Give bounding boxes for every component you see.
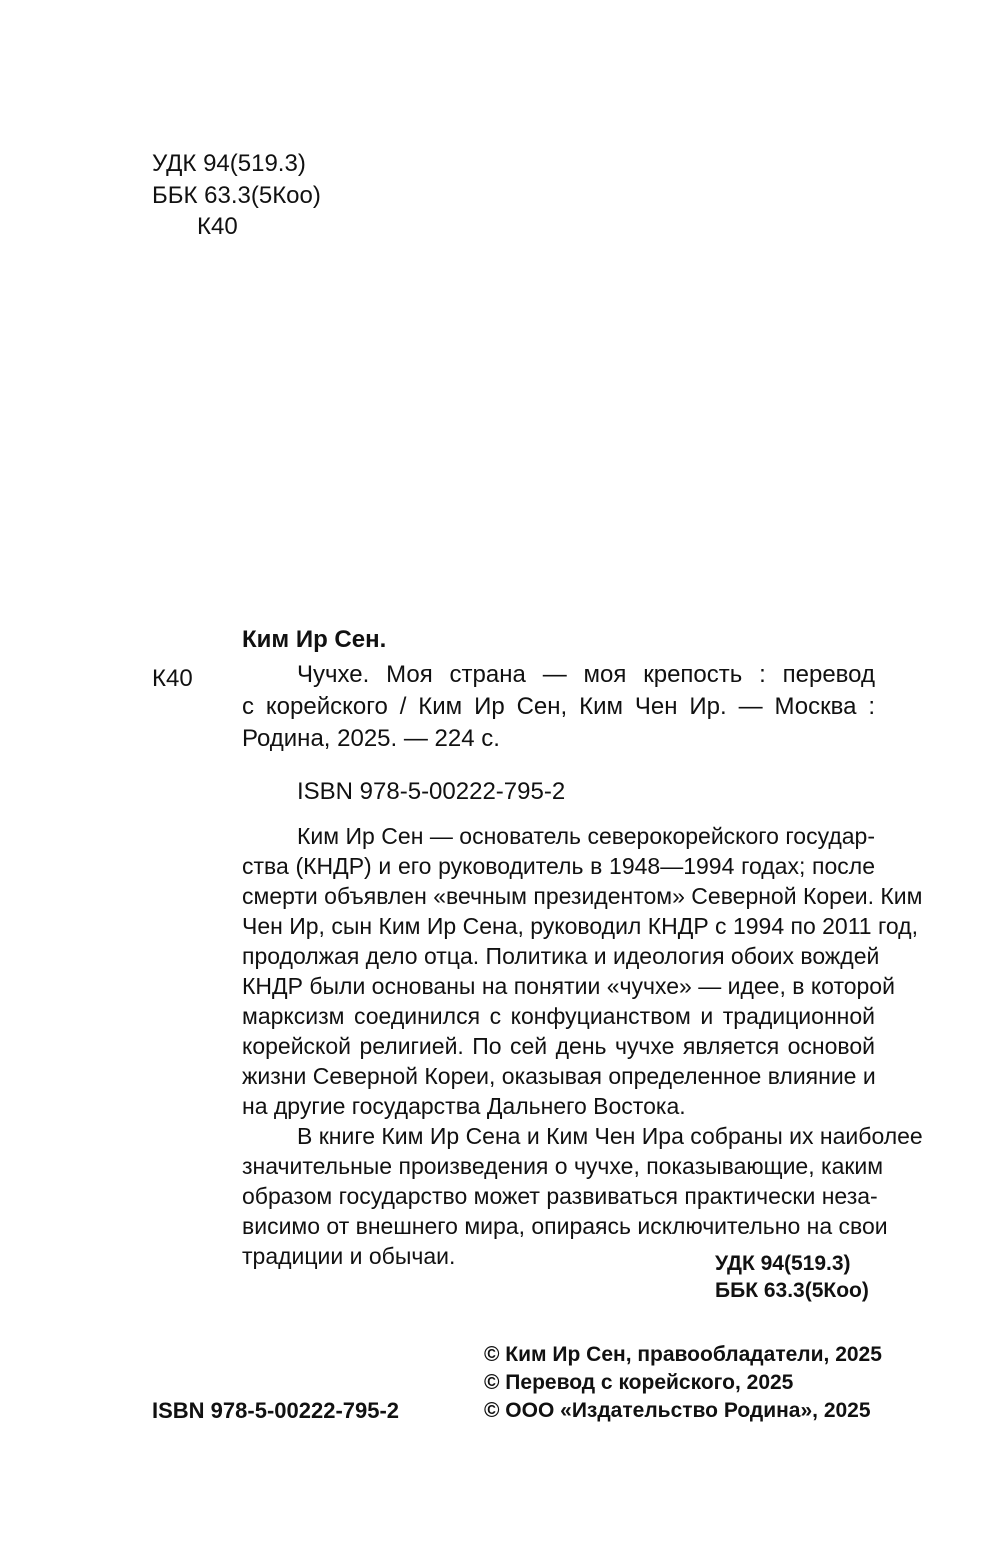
annotation bbox=[242, 821, 923, 1271]
entry-isbn: ISBN 978-5-00222-795-2 bbox=[297, 778, 566, 805]
annotation-line: жизни Северной Кореи, оказывая определенное влияние и bbox=[242, 1063, 876, 1089]
entry-author: Ким Ир Сен. bbox=[242, 626, 387, 653]
annotation-line: традиции и обычаи. bbox=[242, 1243, 456, 1269]
copyright-line: © Перевод с корейского, 2025 bbox=[484, 1371, 794, 1394]
copyright-line: © ООО «Издательство Родина», 2025 bbox=[484, 1399, 871, 1422]
annotation-line: смерти объявлен «вечным президентом» Северной Кореи. Ким bbox=[242, 883, 923, 909]
footer-isbn: ISBN 978-5-00222-795-2 bbox=[152, 1398, 400, 1423]
annotation-line: на другие государства Дальнего Востока. bbox=[242, 1093, 686, 1119]
annotation-line: ства (КНДР) и его руководитель в 1948—1994 годах; после bbox=[242, 853, 875, 879]
copyright-line: © Ким Ир Сен, правообладатели, 2025 bbox=[484, 1343, 882, 1366]
annotation-line: продолжая дело отца. Политика и идеология обоих вождей bbox=[242, 943, 880, 969]
entry-title-block bbox=[242, 660, 875, 754]
annotation-line: Ким Ир Сен — основатель северокорейского государ- bbox=[297, 823, 875, 849]
annotation-line: корейской религией. По сей день чучхе является основой bbox=[242, 1033, 875, 1059]
top-udk-code: УДК 94(519.3) bbox=[152, 150, 306, 177]
top-author-mark: К40 bbox=[197, 213, 238, 240]
annotation-line: КНДР были основаны на понятии «чучхе» — идее, в которой bbox=[242, 973, 895, 999]
bottom-bbk-code: ББК 63.3(5Коо) bbox=[715, 1279, 869, 1302]
entry-author-mark: К40 bbox=[152, 665, 193, 692]
title-line: с корейского / Ким Ир Сен, Ким Чен Ир. — Москва : bbox=[242, 693, 875, 720]
bottom-udk-code: УДК 94(519.3) bbox=[715, 1252, 851, 1275]
title-line: Родина, 2025. — 224 с. bbox=[242, 725, 500, 752]
annotation-line: В книге Ким Ир Сена и Ким Чен Ира собраны их наиболее bbox=[297, 1123, 923, 1149]
annotation-line: висимо от внешнего мира, опираясь исключительно на свои bbox=[242, 1213, 888, 1239]
top-bbk-code: ББК 63.3(5Коо) bbox=[152, 182, 321, 209]
title-line: Чучхе. Моя страна — моя крепость : перевод bbox=[297, 661, 875, 688]
annotation-line: марксизм соединился с конфуцианством и традиционной bbox=[242, 1003, 875, 1029]
copyright-block bbox=[484, 1341, 882, 1425]
annotation-line: образом государство может развиваться практически неза- bbox=[242, 1183, 878, 1209]
annotation-line: Чен Ир, сын Ким Ир Сена, руководил КНДР с 1994 по 2011 год, bbox=[242, 913, 918, 939]
annotation-line: значительные произведения о чучхе, показывающие, каким bbox=[242, 1153, 884, 1179]
